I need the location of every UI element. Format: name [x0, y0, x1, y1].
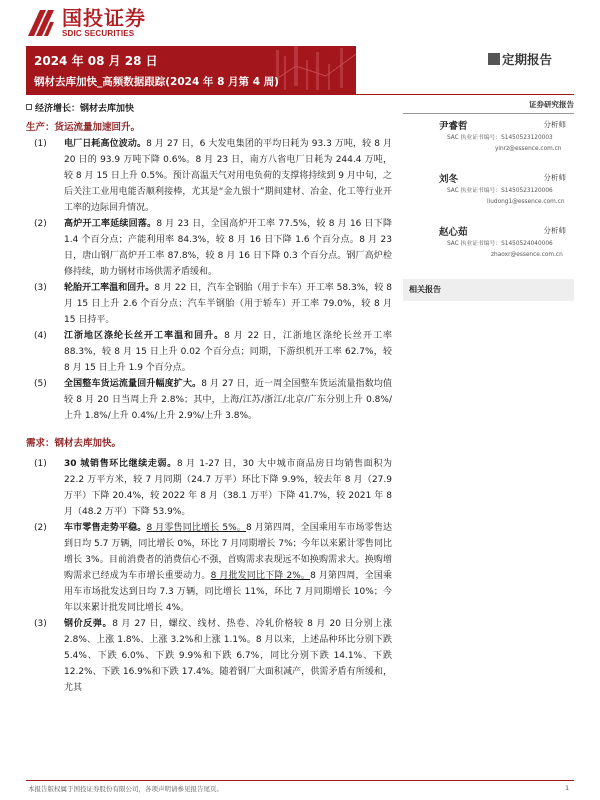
item-number: (3) — [34, 283, 47, 293]
report-title: 钢材去库加快_高频数据跟踪(2024 年 8 月第 4 周) — [34, 76, 279, 88]
analyst-sac: SAC 执业证书编号：S1450523120003 — [447, 135, 553, 141]
list-item — [34, 136, 396, 216]
item-number: (5) — [34, 379, 47, 389]
doc-type-text: 定期报告 — [502, 52, 553, 67]
analyst-card — [403, 220, 574, 273]
sidebar — [403, 96, 574, 301]
analyst-email[interactable]: zhaoxr@essence.com.cn — [491, 252, 563, 258]
item-number: (1) — [34, 459, 47, 469]
header-divider — [26, 94, 574, 95]
company-logo — [26, 8, 146, 38]
list-item — [34, 376, 396, 424]
doc-type-label — [488, 50, 552, 68]
footer-disclaimer: 本报告版权属于国投证券股份有限公司，各项声明请参见报告尾页。 — [28, 785, 223, 793]
item-number: (1) — [34, 139, 47, 149]
item-number: (4) — [34, 331, 47, 341]
logo-en-text: SDIC SECURITIES — [62, 29, 135, 38]
analyst-name: 刘冬 — [439, 174, 459, 185]
list-item — [34, 520, 396, 616]
analyst-role: 分析师 — [543, 173, 566, 182]
item-lead: 电厂日耗高位波动。 — [64, 139, 147, 149]
item-lead: 全国整车货运流量回升幅度扩大。 — [64, 379, 202, 389]
item-lead: 钢价反弹。 — [64, 619, 113, 629]
summary-tag-text: 经济增长：钢材去库加快 — [35, 103, 135, 114]
item-text: 8 月 1-27 日，30 大中城市商品房日均销售面积为 22.2 万平方米，较 7 月同期（24.7 万平）环比下降 9.9%，较去年 8 月（27.9 万平）下降 20.4%，较 2022 年 8 月（38.1 万平）下降 41.7%，较 2021 年 8 月（48.2 万平）下降 53.9%。 — [64, 459, 392, 517]
list-item — [34, 456, 396, 520]
item-lead: 轮胎开工率温和回升。 — [64, 283, 155, 293]
list-item — [34, 216, 396, 280]
title-banner — [26, 46, 356, 95]
item-lead: 车市零售走势平稳。 — [64, 523, 147, 533]
analyst-role: 分析师 — [543, 120, 566, 129]
analyst-card — [403, 114, 574, 167]
logo-cn-text: 国投证券 — [62, 6, 146, 30]
item-lead: 江浙地区涤纶长丝开工率温和回升。 — [64, 331, 225, 341]
logo-mark-icon — [26, 8, 56, 38]
item-underline-text: 8 月批发同比下降 2%。 — [210, 571, 311, 581]
list-item — [34, 616, 396, 696]
list-item — [34, 280, 396, 328]
analyst-email[interactable]: yinrz@essence.com.cn — [495, 146, 562, 152]
list-item — [34, 328, 396, 376]
footer-divider — [26, 780, 574, 781]
related-reports-header: 相关报告 — [403, 279, 574, 301]
item-text: 8 月第四周，全国乘用车市场零售达到日均 5.7 万辆，同比增长 0%，环比 7 月同期增长 7%；今年以来累计零售同比增长 3%。目前消费者的消费信心不强，首购需求表现远不如换购需求大。换购增购需求已经成为车市增长重要动力。 — [64, 523, 392, 581]
checkbox-square-icon — [26, 104, 32, 110]
analyst-role: 分析师 — [543, 226, 566, 235]
item-text: 8 月 27 日，近一周全国整车货运流量指数均值较 8 月 20 日当周上升 2.8%；其中，上海/江苏/浙江/北京/广东分别上升 0.8%/上升 1.8%/上升 0.4%/上升 2.9%/上升 3.8%。 — [64, 379, 392, 421]
item-text: 8 月 23 日，全国高炉开工率 77.5%，较 8 月 16 日下降 1.4 个百分点；产能利用率 84.3%，较 8 月 16 日下降 1.6 个百分点。8 月 23 日，唐山钢厂高炉开工率 87.8%，较 8 月 16 日下降 0.3 个百分点。钢厂高炉检修持续，助力钢材市场供需矛盾缓和。 — [64, 219, 392, 277]
item-number: (2) — [34, 523, 47, 533]
main-content — [26, 96, 396, 696]
report-date: 2024 年 08 月 28 日 — [34, 54, 158, 68]
demand-heading: 需求：钢材去库加快。 — [26, 438, 122, 449]
item-number: (3) — [34, 619, 47, 629]
analyst-name: 赵心茹 — [439, 227, 468, 238]
item-text: 8 月 22 日，汽车全钢胎（用于卡车）开工率 58.3%，较 8 月 15 日上升 2.6 个百分点；汽车半钢胎（用于轿车）开工率 79.0%，较 8 月 15 日持平。 — [64, 283, 392, 325]
item-lead: 高炉开工率延续回落。 — [64, 219, 157, 229]
analyst-name: 尹睿哲 — [439, 121, 468, 132]
analyst-sac: SAC 执业证书编号：S1450524040006 — [447, 241, 553, 247]
item-number: (2) — [34, 219, 47, 229]
doc-type-icon — [488, 53, 500, 65]
production-heading: 生产：货运流量加速回升。 — [26, 122, 141, 133]
item-text: 8 月 27 日，螺纹、线材、热卷、冷轧价格较 8 月 20 日分别上涨 2.8%、上涨 1.8%、上涨 3.2%和上涨 1.1%。8 月以来，上述品种环比分别下跌 5.4%、下跌 6.0%、下跌 9.9%和下跌 6.7%，同比分别下跌 14.1%、下跌 12.2%、下跌 16.9%和下跌 17.4%。随着钢厂大面积减产，供需矛盾有所缓和，尤其 — [64, 619, 392, 693]
analyst-card — [403, 167, 574, 220]
dept-label: 证券研究报告 — [529, 100, 574, 109]
item-text: 8 月第四周，全国乘用车市场批发达到日均 7.3 万辆，同比增长 11%，环比 7 月同期增长 10%；今年以来累计批发同比增长 4%。 — [64, 571, 392, 613]
analyst-email[interactable]: liudong1@essence.com.cn — [487, 199, 565, 205]
analyst-sac: SAC 执业证书编号：S1450523120006 — [447, 188, 553, 194]
item-text: 8 月 27 日，6 大发电集团的平均日耗为 93.3 万吨，较 8 月 20 日的 93.9 万吨下降 0.6%。8 月 23 日，南方八省电厂日耗为 244.4 万吨，较 8 月 15 日上升 0.5%。预计高温天气对用电负荷的支撑将持续到 9 月中旬，之后关注工业用电能否顺利接棒，尤其是“金九银十”期间建材、冶金、化工等行业开工率的边际回升情况。 — [64, 139, 392, 213]
item-underline-text: 8 月零售同比增长 5%。 — [146, 523, 246, 533]
summary-tag — [26, 100, 396, 114]
page-number: 1 — [565, 784, 570, 792]
item-lead: 30 城销售环比继续走弱。 — [64, 459, 177, 469]
item-text: 8 月 22 日，江浙地区涤纶长丝开工率 88.3%，较 8 月 15 日上升 0.02 个百分点；同期，下游织机开工率 62.7%，较 8 月 15 日上升 1.9 个百分点。 — [64, 331, 392, 373]
